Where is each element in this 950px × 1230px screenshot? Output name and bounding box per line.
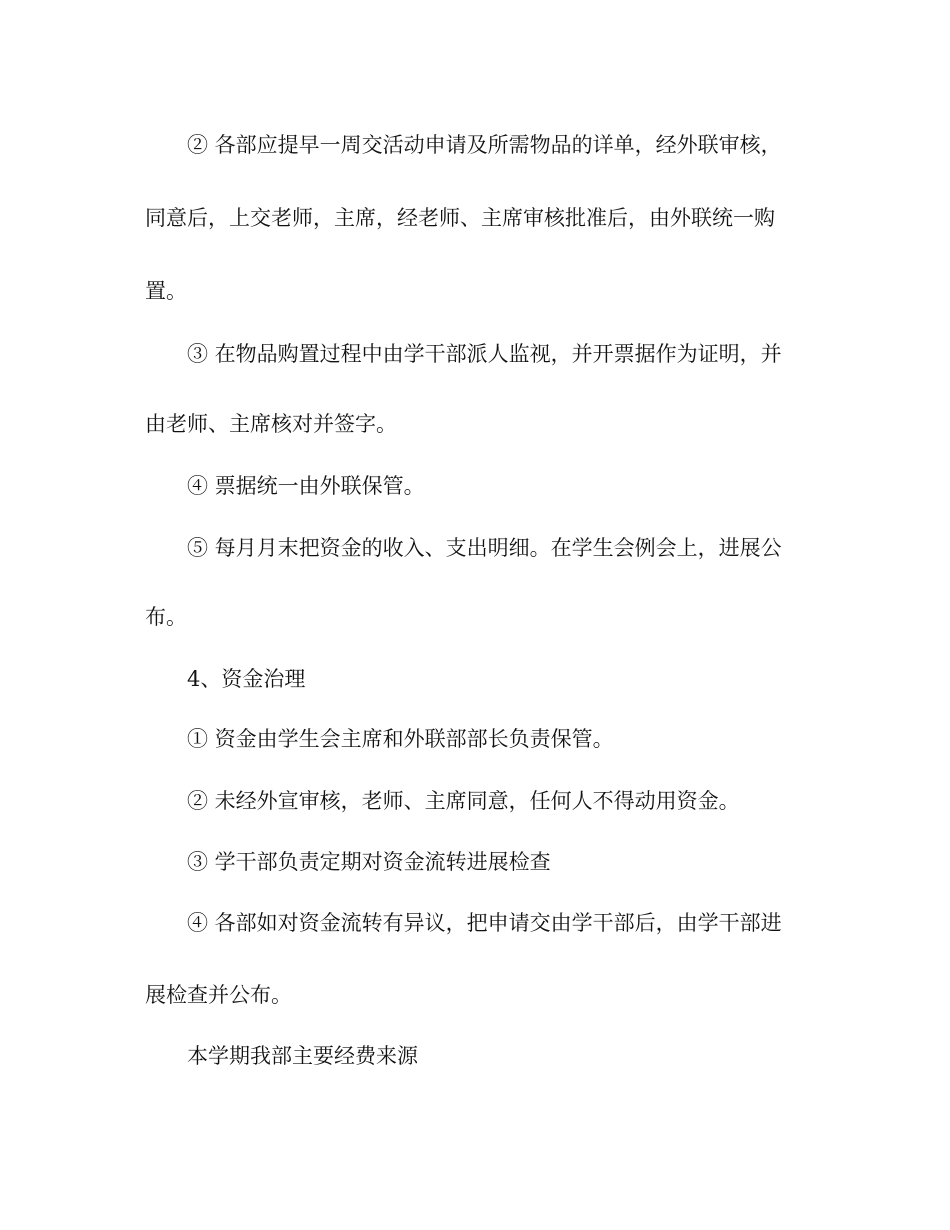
- fund-rule-1: ① 资金由学生会主席和外联部部长负责保管。: [187, 727, 614, 751]
- funding-sources-heading: 本学期我部主要经费来源: [187, 1044, 418, 1068]
- paragraph-item-2-line-2: 同意后，上交老师，主席，经老师、主席审核批准后，由外联统一购: [145, 206, 775, 230]
- paragraph-item-3-line-2: 由老师、主席核对并签字。: [145, 412, 397, 436]
- fund-rule-4-line-2: 展检查并公布。: [145, 983, 292, 1007]
- paragraph-item-3-line-1: ③ 在物品购置过程中由学干部派人监视，并开票据作为证明，并: [187, 342, 782, 366]
- fund-rule-3: ③ 学干部负责定期对资金流转进展检查: [187, 850, 551, 874]
- paragraph-item-2-line-3: 置。: [145, 279, 187, 303]
- paragraph-item-5-line-1: ⑤ 每月月末把资金的收入、支出明细。在学生会例会上，进展公: [187, 536, 782, 560]
- paragraph-item-5-line-2: 布。: [145, 605, 187, 629]
- paragraph-item-2-line-1: ② 各部应提早一周交活动申请及所需物品的详单，经外联审核，: [187, 133, 782, 157]
- fund-rule-2: ② 未经外宣审核，老师、主席同意，任何人不得动用资金。: [187, 789, 740, 813]
- fund-rule-4-line-1: ④ 各部如对资金流转有异议，把申请交由学干部后，由学干部进: [187, 911, 782, 935]
- paragraph-item-4: ④ 票据统一由外联保管。: [187, 474, 425, 498]
- section-heading: 4、资金治理: [187, 667, 306, 691]
